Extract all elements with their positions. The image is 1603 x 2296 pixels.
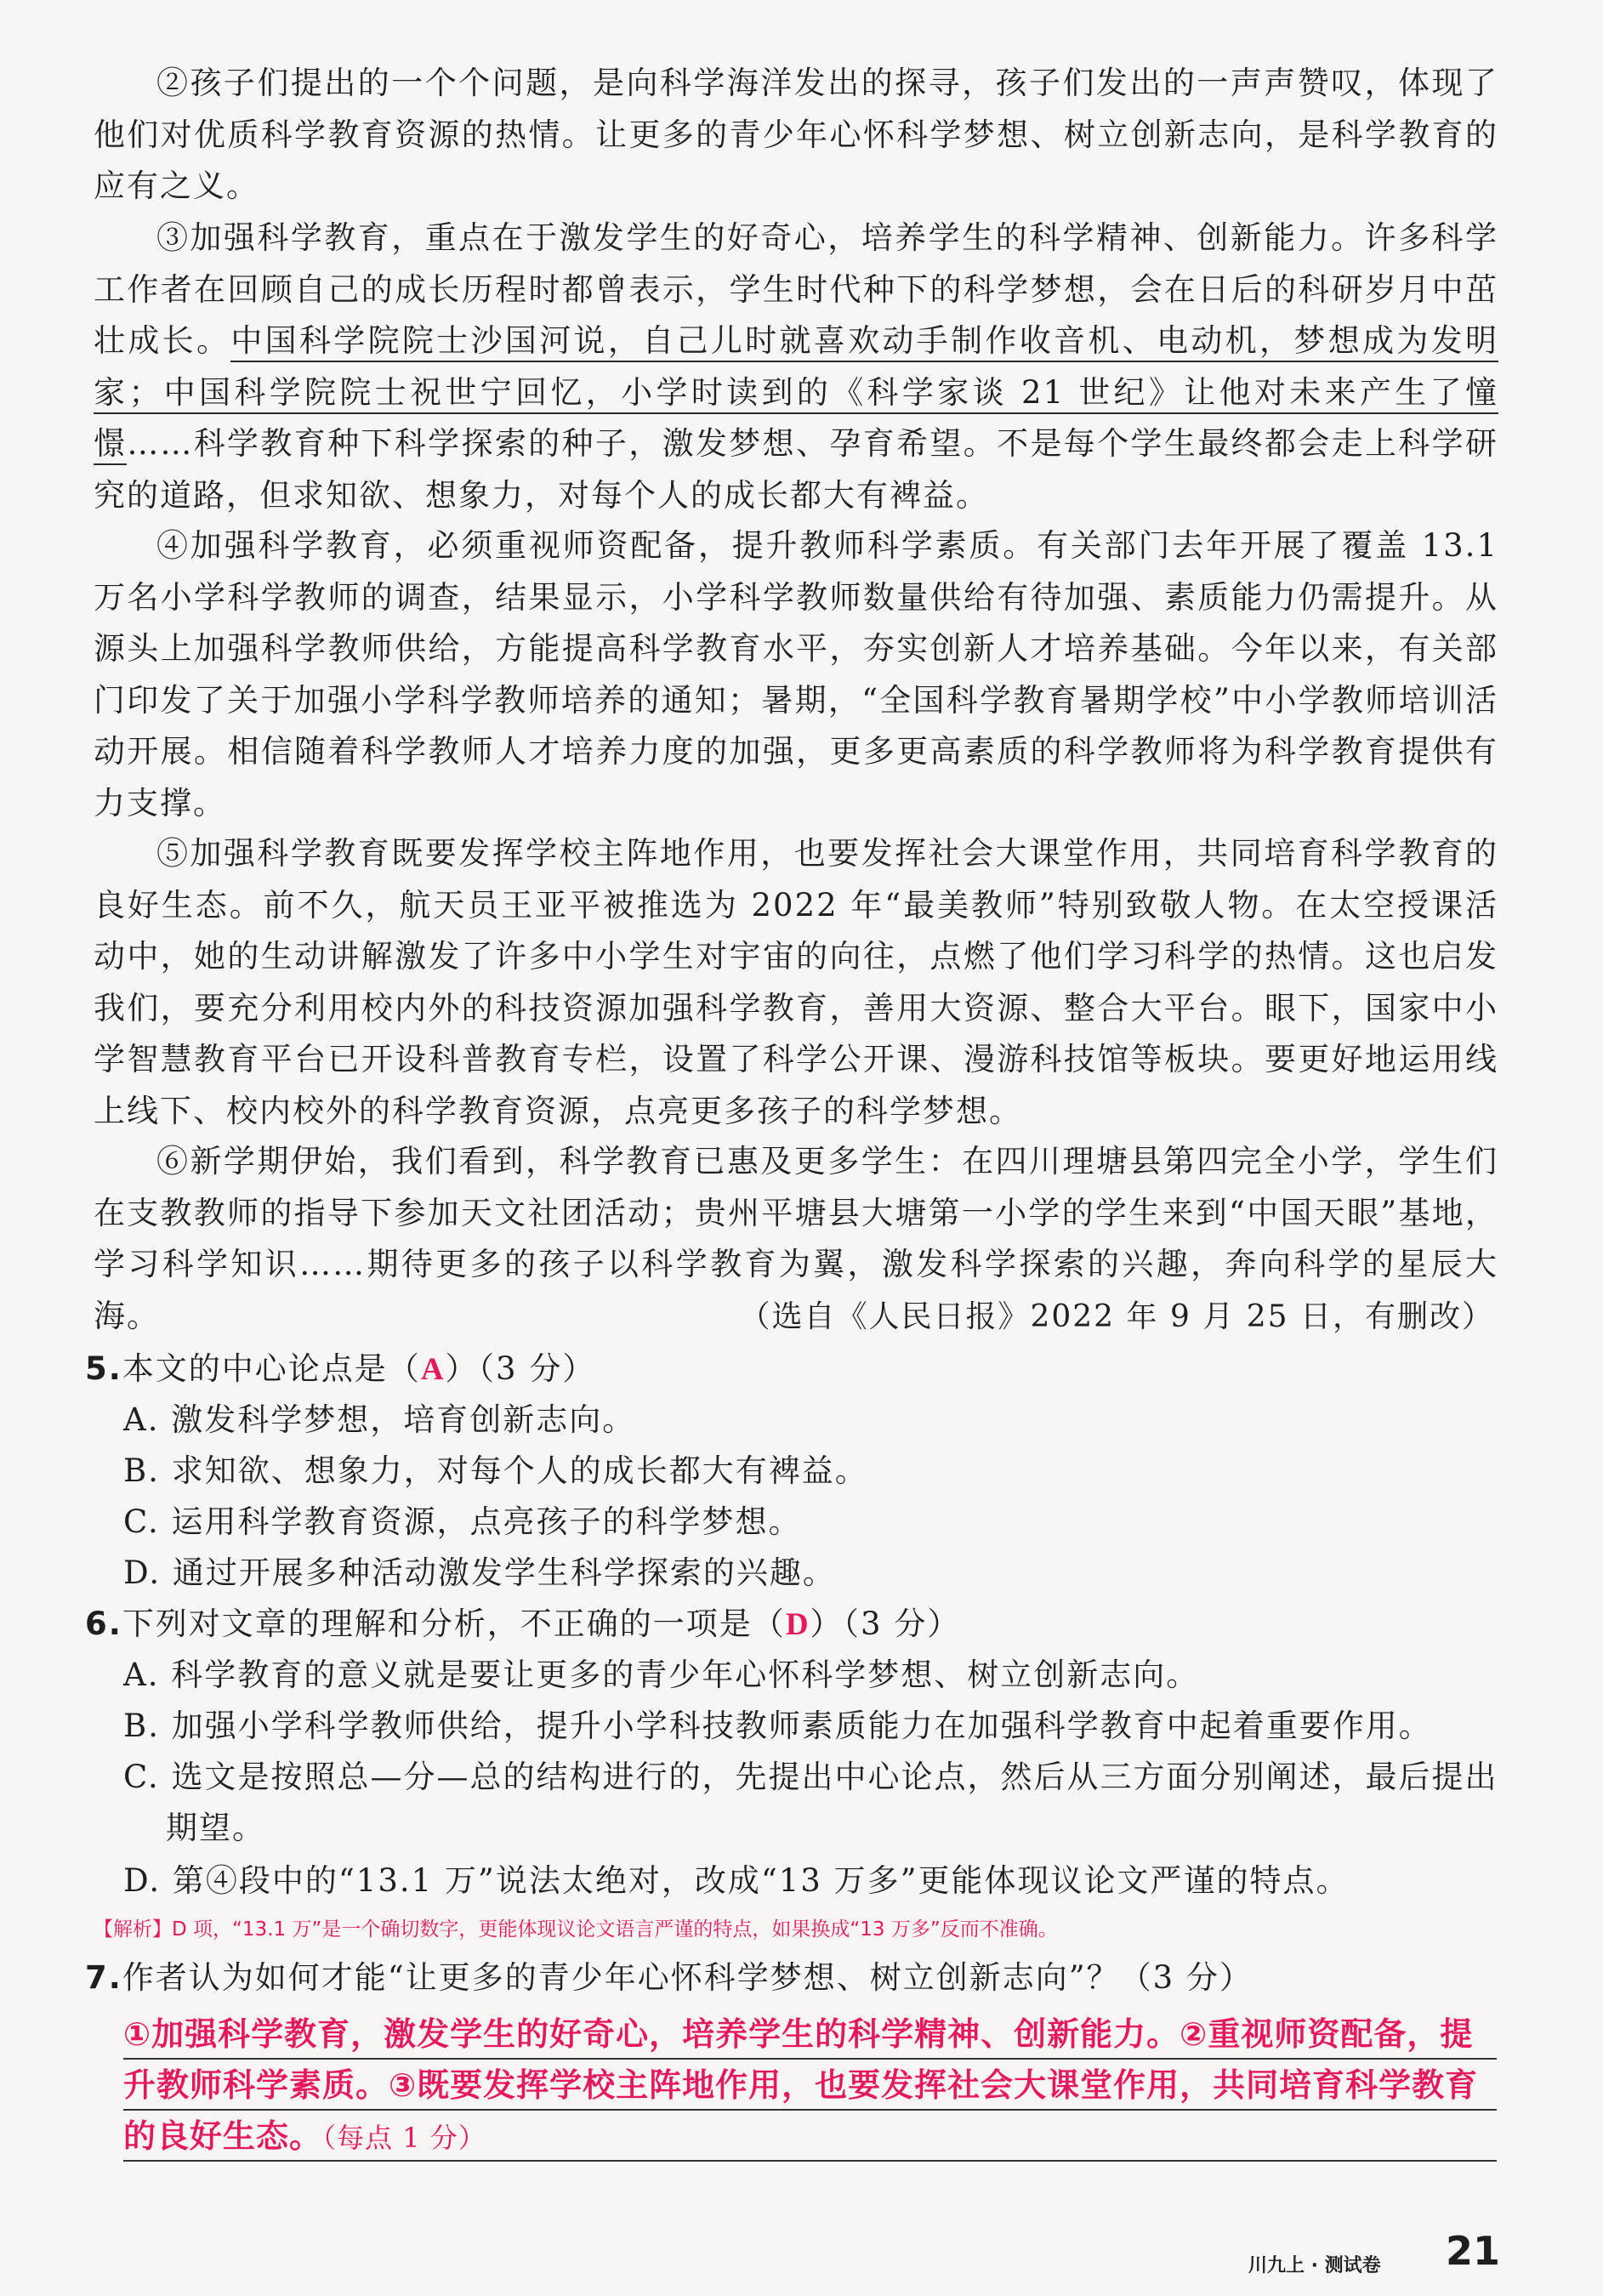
article-source: （选自《人民日报》2022 年 9 月 25 日，有删改） (739, 1299, 1494, 1334)
question-6-option-d: D. 第④段中的“13.1 万”说法太绝对，改成“13 万多”更能体现议论文严谨的特点。 (123, 1862, 1350, 1899)
question-5-number: 5. (85, 1350, 122, 1387)
question-5-text: 本文的中心论点是（ (122, 1350, 421, 1387)
question-6-text: 下列对文章的理解和分析，不正确的一项是（ (122, 1605, 786, 1642)
question-5-score: ）（3 分） (445, 1350, 596, 1387)
answer-line-3 (123, 2160, 1497, 2162)
question-5-option-d: D. 通过开展多种活动激发学生科学探索的兴趣。 (123, 1554, 836, 1591)
paragraph-4: ④加强科学教育，必须重视师资配备，提升教师科学素质。有关部门去年开展了覆盖 13.1 万名小学科学教师的调查，结果显示，小学科学教师数量供给有待加强、素质能力仍需提升。从源头上加强科学教师供给，方能提高科学教育水平，夯实创新人才培养基础。今年以来，有关部门印发了关于加强小学科学教师培养的通知；暑期，“全国科学教育暑期学校”中小学教师培训活动开展。相信随着科学教师人才培养力度的加强，更多更高素质的科学教师将为科学教育提供有力支撑。 (94, 527, 1498, 821)
question-6-option-b: B. 加强小学科学教师供给，提升小学科技教师素质能力在加强科学教育中起着重要作用。 (123, 1708, 1432, 1744)
question-7-answer (123, 2009, 1497, 2163)
paragraph-3 (94, 213, 1498, 521)
answer-line-2 (123, 2109, 1497, 2111)
question-5-stem (85, 1344, 1497, 1395)
question-7-points: （每点 1 分） (322, 2122, 486, 2154)
question-7-number: 7. (85, 1959, 122, 1996)
question-5-option-c: C. 运用科学教育资源，点亮孩子的科学梦想。 (123, 1503, 802, 1540)
paragraph-3-lead: ③加强科学教育，重点在于激发学生的好奇心，培养学生的科学精神、创新能力。许多科学工作者在回顾自己的成长历程时都曾表示，学生时代种下的科学梦想，会在日后的科研岁月中茁壮成长。 (94, 219, 1498, 359)
question-7-stem (85, 1952, 1497, 2003)
question-6-option-a: A. 科学教育的意义就是要让更多的青少年心怀科学梦想、树立创新志向。 (123, 1657, 1200, 1693)
question-5-option-b: B. 求知欲、想象力，对每个人的成长都大有裨益。 (123, 1452, 868, 1489)
question-6-stem (85, 1599, 1497, 1651)
answer-line-1 (123, 2058, 1497, 2060)
question-6-number: 6. (85, 1605, 122, 1642)
question-6-option-c: C. 选文是按照总—分—总的结构进行的，先提出中心论点，然后从三方面分别阐述，最后提出期望。 (123, 1759, 1498, 1846)
paragraph-2: ②孩子们提出的一个个问题，是向科学海洋发出的探寻，孩子们发出的一声声赞叹，体现了他们对优质科学教育资源的热情。让更多的青少年心怀科学梦想、树立创新志向，是科学教育的应有之义。 (94, 65, 1498, 204)
paragraph-6: ⑥新学期伊始，我们看到，科学教育已惠及更多学生：在四川理塘县第四完全小学，学生们在支教教师的指导下参加天文社团活动；贵州平塘县大塘第一小学的学生来到“中国天眼”基地，学习科学知识……期待更多的孩子以科学教育为翼，激发科学探索的兴趣，奔向科学的星辰大海。 (94, 1143, 1498, 1334)
paragraph-5: ⑤加强科学教育既要发挥学校主阵地作用，也要发挥社会大课堂作用，共同培育科学教育的良好生态。前不久，航天员王亚平被推选为 2022 年“最美教师”特别致敬人物。在太空授课活动中，她的生动讲解激发了许多中小学生对宇宙的向往，点燃了他们学习科学的热情。这也启发我们，要充分利用校内外的科技资源加强科学教育，善用大资源、整合大平台。眼下，国家中小学智慧教育平台已开设科普教育专栏，设置了科学公开课、漫游科技馆等板块。要更好地运用线上线下、校内校外的科学教育资源，点亮更多孩子的科学梦想。 (94, 835, 1498, 1129)
question-5-option-a: A. 激发科学梦想，培育创新志向。 (123, 1401, 636, 1438)
footer-label: 川九上 · 测试卷 (1248, 2255, 1381, 2276)
page-number: 21 (1446, 2228, 1501, 2274)
question-6-answer: D (785, 1607, 810, 1642)
question-6-analysis: 【解析】D 项，“13.1 万”是一个确切数字，更能体现议论文语言严谨的特点，如果换成“13 万多”反而不准确。 (94, 1918, 1058, 1941)
question-7-text: 作者认为如何才能“让更多的青少年心怀科学梦想、树立创新志向”？（3 分） (122, 1959, 1253, 1996)
question-6-score: ）（3 分） (810, 1605, 961, 1642)
underlined-examples: 中国科学院院士沙国河说，自己儿时就喜欢动手制作收音机、电动机，梦想成为发明家；中国科学院院士祝世宁回忆，小学时读到的《科学家谈 21 世纪》让他对未来产生了憧憬 (94, 322, 1498, 465)
question-7-answer-text: ①加强科学教育，激发学生的好奇心，培养学生的科学精神、创新能力。②重视师资配备，提升教师科学素质。③既要发挥学校主阵地作用，也要发挥社会大课堂作用，共同培育科学教育的良好生态。 (123, 2015, 1479, 2155)
question-5-answer: A (420, 1352, 446, 1387)
paragraph-3-tail: ……科学教育种下科学探索的种子，激发梦想、孕育希望。不是每个学生最终都会走上科学研究的道路，但求知欲、想象力，对每个人的成长都大有裨益。 (94, 425, 1499, 514)
